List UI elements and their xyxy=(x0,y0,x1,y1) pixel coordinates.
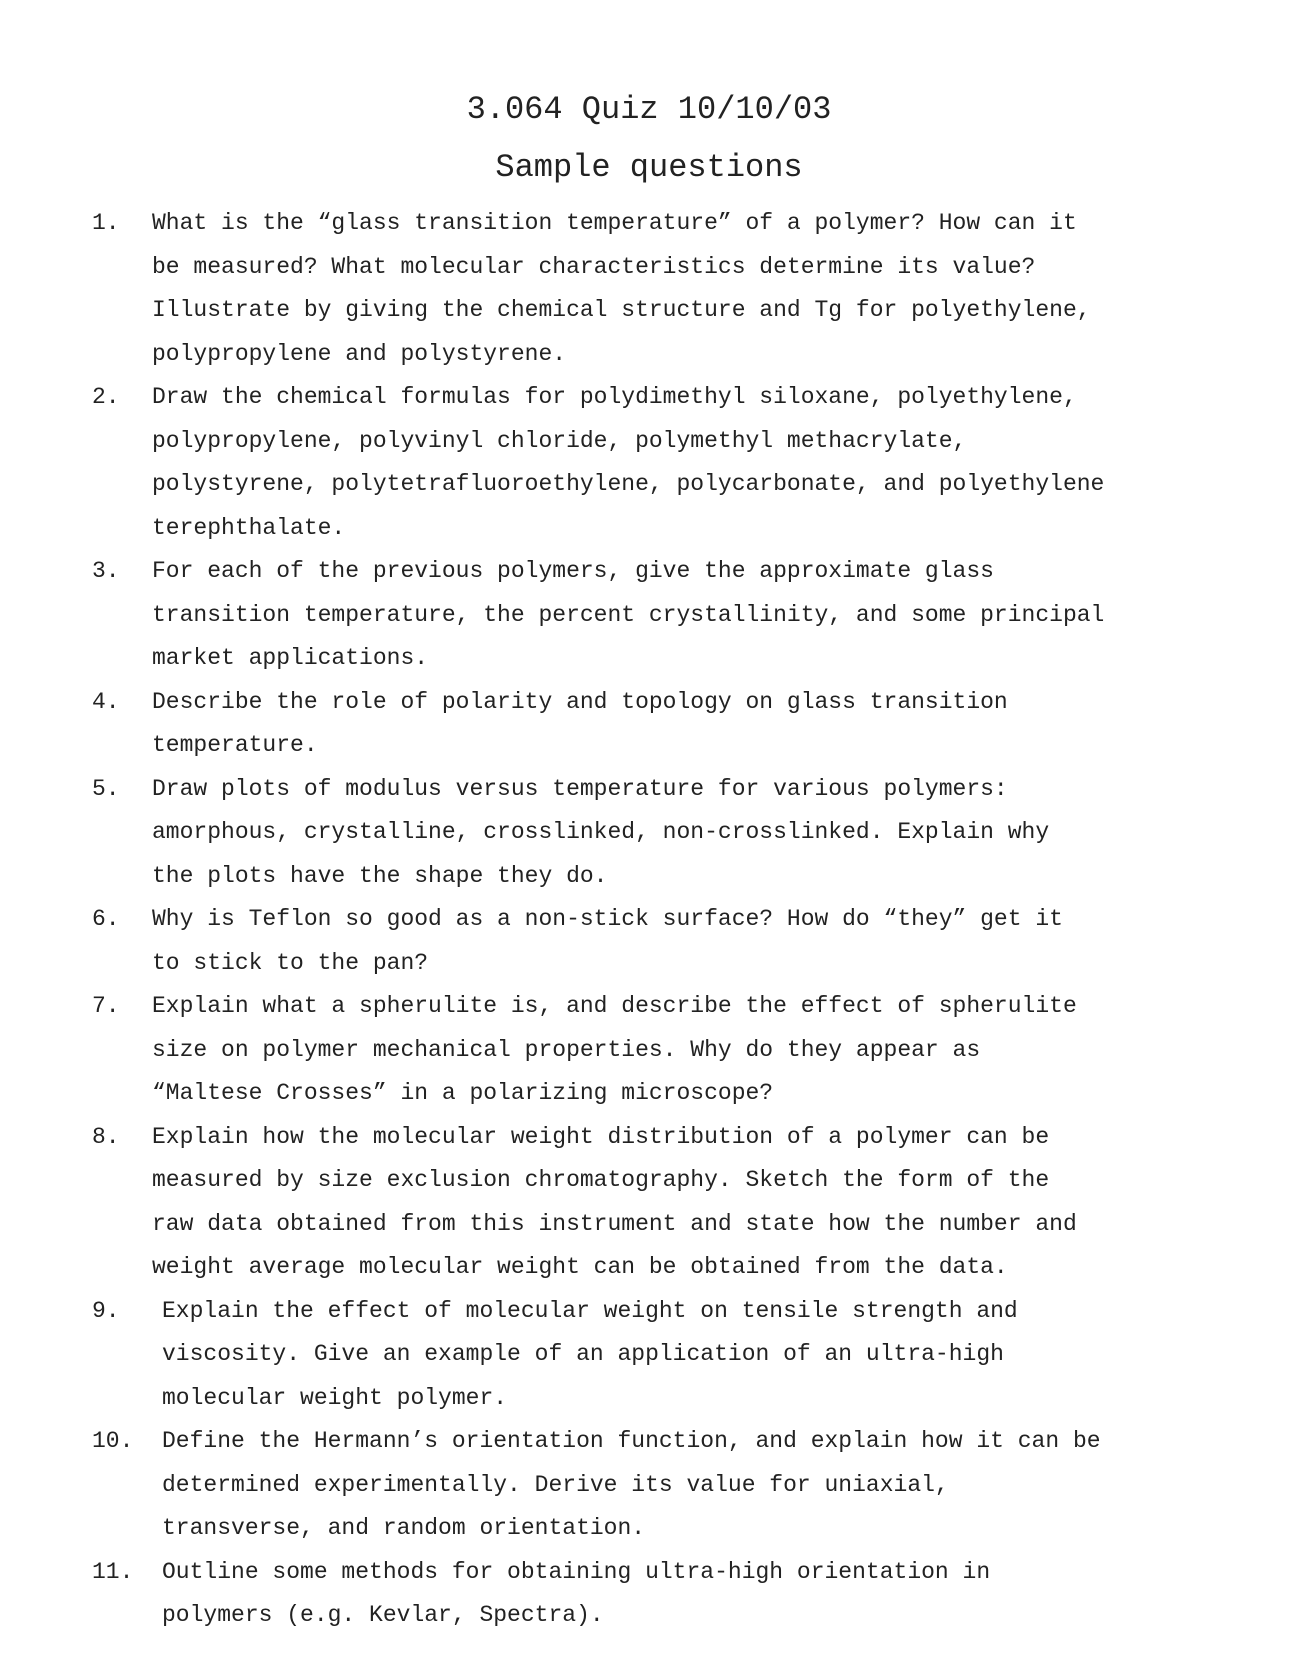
question-number: 6. xyxy=(92,906,120,932)
question-item-6 xyxy=(92,898,1222,985)
question-text: Draw plots of modulus versus temperature for various polymers: amorphous, crystalline, crosslinked, non-crosslinked. Explain why the plots have the shape they do. xyxy=(152,775,1050,889)
question-item-9 xyxy=(92,1290,1222,1421)
question-number: 4. xyxy=(92,688,120,715)
question-number: 10. xyxy=(92,1428,134,1454)
question-text: Describe the role of polarity and topology on glass transition temperature. xyxy=(152,688,1008,758)
question-item-3 xyxy=(92,550,1222,681)
question-text: For each of the previous polymers, give the approximate glass transition temperature, the percent crystallinity, and some principal market applications. xyxy=(152,558,1105,671)
question-item-7 xyxy=(92,985,1222,1116)
question-item-4 xyxy=(92,681,1222,768)
question-item-1 xyxy=(92,202,1222,376)
question-item-10 xyxy=(92,1420,1222,1551)
question-text: Outline some methods for obtaining ultra-high orientation in polymers (e.g. Kevlar, Spectra). xyxy=(162,1558,991,1628)
question-number: 8. xyxy=(92,1123,120,1150)
question-number: 5. xyxy=(92,775,120,802)
question-text: Draw the chemical formulas for polydimethyl siloxane, polyethylene, polypropylene, polyvinyl chloride, polymethyl methacrylate, polystyrene, polytetrafluoroethylene, polycarbonate, and polyethylene terephthalate. xyxy=(152,384,1105,541)
question-text: Explain the effect of molecular weight on tensile strength and viscosity. Give an example of an application of an ultra-high molecular weight polymer. xyxy=(162,1297,1018,1411)
question-list xyxy=(92,202,1222,1638)
page-title: 3.064 Quiz 10/10/03 xyxy=(466,91,832,128)
question-text: Explain how the molecular weight distribution of a polymer can be measured by size exclusion chromatography. Sketch the form of the raw data obtained from this instrument and state how the number and weight average molecular weight can be obtained from the data. xyxy=(152,1123,1077,1280)
question-text: Why is Teflon so good as a non-stick surface? How do “they” get it to stick to the pan? xyxy=(152,906,1063,976)
question-number: 9. xyxy=(92,1297,120,1324)
question-number: 7. xyxy=(92,993,120,1019)
question-number: 11. xyxy=(92,1558,134,1585)
question-number: 3. xyxy=(92,558,120,584)
question-number: 1. xyxy=(92,210,120,236)
page-subtitle: Sample questions xyxy=(495,149,803,186)
question-text: Explain what a spherulite is, and describe the effect of spherulite size on polymer mechanical properties. Why do they appear as “Maltese Crosses” in a polarizing microscope? xyxy=(152,993,1077,1106)
question-item-11 xyxy=(92,1551,1222,1638)
question-text: What is the “glass transition temperature” of a polymer? How can it be measured? What molecular characteristics determine its value? Illustrate by giving the chemical structure and Tg for polyethylene, polypropylene and polystyrene. xyxy=(152,210,1091,367)
question-number: 2. xyxy=(92,384,120,410)
question-item-8 xyxy=(92,1116,1222,1290)
question-text: Define the Hermann’s orientation function, and explain how it can be determined experimentally. Derive its value for uniaxial, transverse, and random orientation. xyxy=(162,1428,1101,1541)
question-item-2 xyxy=(92,376,1222,550)
question-item-5 xyxy=(92,768,1222,899)
